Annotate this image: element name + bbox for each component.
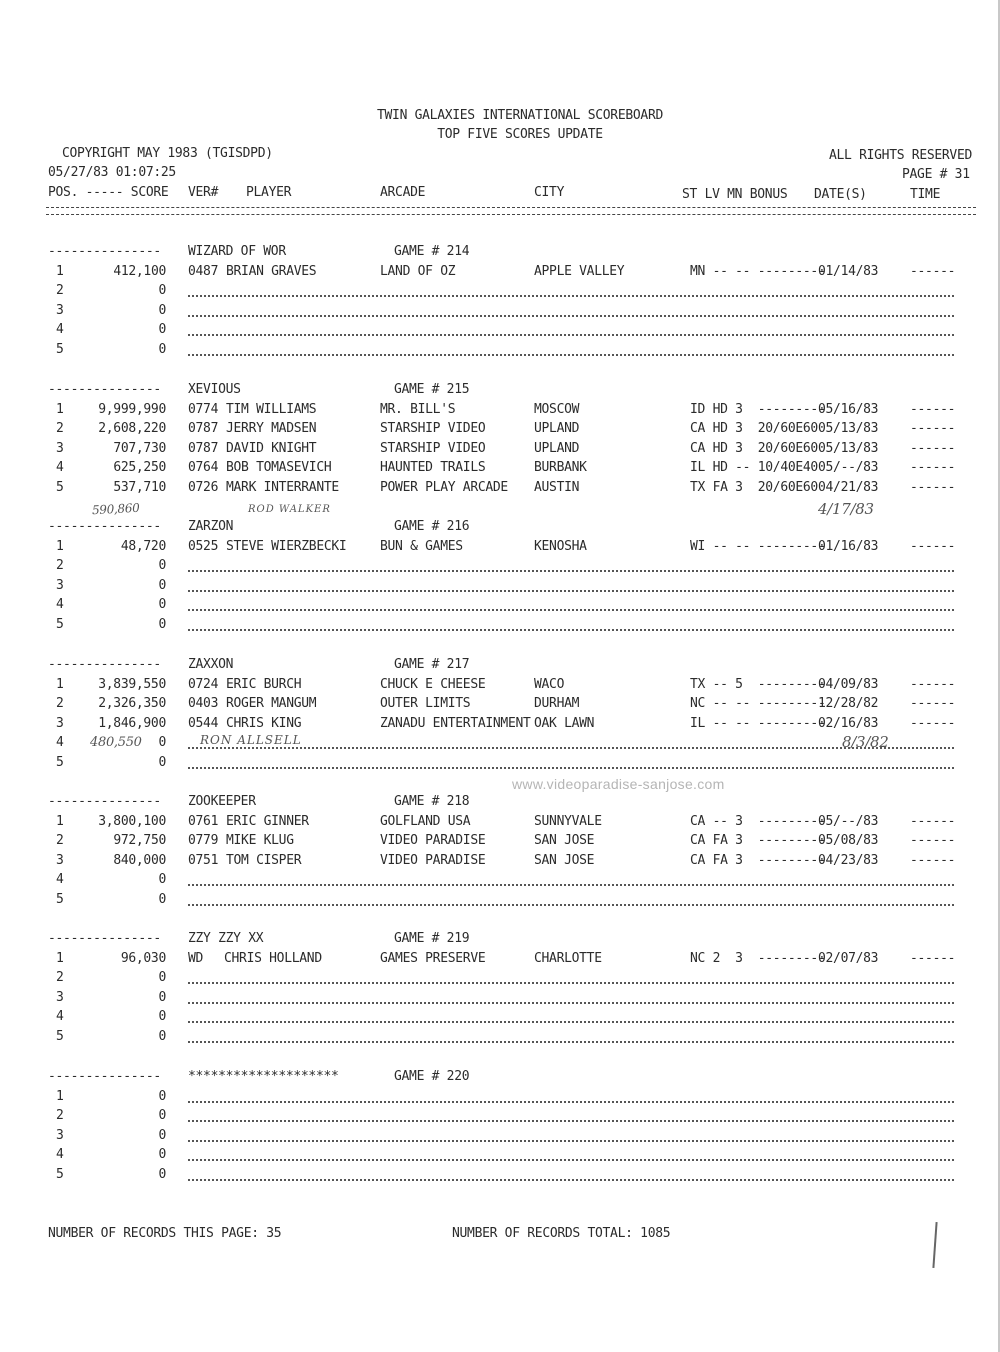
score-row [0,458,1000,478]
score-row [0,831,1000,851]
player-name: TOM CISPER [226,852,302,868]
game-name: XEVIOUS [188,382,241,397]
score-date: 04/23/83 [818,852,879,868]
score-date: 05/13/83 [818,421,879,437]
version-number: 0761 [188,813,219,829]
empty-entry-dots [188,767,954,769]
player-name: MARK INTERRANTE [226,480,339,495]
score-row [0,439,1000,459]
score-row [0,537,1000,557]
city-name: SAN JOSE [534,852,595,868]
time: ------ [910,480,956,495]
score: 0 [158,892,166,907]
city-name: APPLE VALLEY [534,263,625,279]
game-number: GAME # 217 [394,657,470,672]
game-number: GAME # 218 [394,794,470,809]
rank: 1 [56,538,64,554]
arcade-name: HAUNTED TRAILS [380,460,486,476]
player-name: ERIC GINNER [226,813,309,829]
game-number: GAME # 219 [394,931,470,946]
score: 0 [158,1127,166,1143]
score: 0 [158,558,166,574]
player-name: CHRIS KING [226,715,302,731]
player-name: BOB TOMASEVICH [226,460,332,476]
score-row [0,262,1000,282]
section-dashes: --------------- [48,244,161,259]
city-name: SAN JOSE [534,833,595,849]
game-number: GAME # 214 [394,244,470,259]
copyright-notice: COPYRIGHT MAY 1983 (TGISDPD) [62,146,273,161]
empty-entry-dots [188,609,954,611]
section-dashes: --------------- [48,794,161,809]
city-name: MOSCOW [534,401,580,417]
score: 0 [158,1009,166,1025]
rank: 2 [56,558,64,574]
score-row [0,675,1000,695]
score-date: 05/--/83 [818,813,879,829]
empty-entry-dots [188,1021,954,1023]
rank: 1 [56,676,64,692]
rank: 4 [56,1147,64,1163]
time: ------ [910,852,956,868]
score: 96,030 [120,950,166,966]
version-number: 0525 [188,538,219,554]
version-number: 0487 [188,263,219,279]
score-row [0,576,1000,596]
rank: 5 [56,480,64,495]
score: 0 [158,755,166,770]
handwritten-score-note: 590,860 [91,500,140,518]
empty-entry-dots [188,1159,954,1161]
empty-entry-dots [188,334,954,336]
version-number: 0764 [188,460,219,476]
game-name: ZZY ZZY XX [188,931,264,946]
arcade-name: CHUCK E CHEESE [380,676,486,692]
rank: 1 [56,1088,64,1104]
version-number: 0751 [188,852,219,868]
score: 0 [158,577,166,593]
game-header [0,380,1000,400]
city-name: BURBANK [534,460,587,476]
score-date: 01/14/83 [818,263,879,279]
score: 2,608,220 [98,421,166,437]
time: ------ [910,833,956,849]
rank: 3 [56,852,64,868]
score-row [0,812,1000,832]
empty-entry-dots [188,629,954,631]
score: 0 [158,283,166,299]
score: 0 [158,1167,166,1182]
section-dashes: --------------- [48,657,161,672]
rank: 5 [56,617,64,632]
game-name: ZAXXON [188,657,234,672]
rank: 5 [56,342,64,357]
column-header-date: DATE(S) [814,187,867,202]
stats: TX FA 3 20/60E60 [690,480,818,495]
score-row [0,968,1000,988]
score-row [0,1165,1000,1185]
rank: 3 [56,715,64,731]
game-name: ZOOKEEPER [188,794,256,809]
arcade-name: STARSHIP VIDEO [380,440,486,456]
section-dashes: --------------- [48,1069,161,1084]
arcade-name: LAND OF OZ [380,263,456,279]
score-date: 04/21/83 [818,480,879,495]
stats: IL -- -- --------- [690,715,826,731]
version-number: 0787 [188,440,219,456]
score: 3,839,550 [98,676,166,692]
city-name: AUSTIN [534,480,580,495]
score-row [0,694,1000,714]
city-name: CHARLOTTE [534,950,602,966]
empty-entry-dots [188,1179,954,1181]
city-name: UPLAND [534,421,580,437]
score: 972,750 [113,833,166,849]
score-row [0,301,1000,321]
rank: 4 [56,460,64,476]
score: 537,710 [113,480,166,495]
game-number: GAME # 220 [394,1069,470,1084]
score-date: 01/16/83 [818,538,879,554]
score-row [0,595,1000,615]
game-name: ******************** [188,1069,339,1084]
handwritten-score-note: 480,550 [90,735,142,750]
stats: CA -- 3 --------- [690,813,826,829]
score: 0 [158,735,166,751]
player-name: JERRY MADSEN [226,421,317,437]
score-date: 04/09/83 [818,676,879,692]
empty-entry-dots [188,315,954,317]
city-name: OAK LAWN [534,715,595,731]
time: ------ [910,440,956,456]
score-row [0,949,1000,969]
score-row [0,890,1000,910]
score: 48,720 [120,538,166,554]
empty-entry-dots [188,590,954,592]
rank: 4 [56,872,64,888]
score: 0 [158,617,166,632]
empty-entry-dots [188,570,954,572]
stats: NC -- -- --------- [690,696,826,712]
score: 3,800,100 [98,813,166,829]
time: ------ [910,421,956,437]
stats: ID HD 3 --------- [690,401,826,417]
records-this-page: NUMBER OF RECORDS THIS PAGE: 35 [48,1226,282,1241]
score-date: 05/13/83 [818,440,879,456]
column-header-time: TIME [910,187,941,202]
rank: 1 [56,813,64,829]
rank: 5 [56,892,64,907]
score-row [0,340,1000,360]
empty-entry-dots [188,1002,954,1004]
rank: 4 [56,735,64,751]
column-header-ver: VER# [188,185,219,200]
score-date: 05/08/83 [818,833,879,849]
rank: 1 [56,263,64,279]
player-name: CHRIS HOLLAND [224,950,322,966]
game-number: GAME # 216 [394,519,470,534]
time: ------ [910,950,956,966]
player-name: STEVE WIERZBECKI [226,538,347,554]
empty-entry-dots [188,1041,954,1043]
time: ------ [910,460,956,476]
empty-entry-dots [188,354,954,356]
city-name: SUNNYVALE [534,813,602,829]
stats: CA FA 3 --------- [690,852,826,868]
score-row [0,714,1000,734]
game-header [0,655,1000,675]
empty-entry-dots [188,1120,954,1122]
score-row [0,1087,1000,1107]
game-name: ZARZON [188,519,234,534]
version-number: 0726 [188,480,219,495]
rank: 2 [56,283,64,299]
arcade-name: OUTER LIMITS [380,696,471,712]
arcade-name: STARSHIP VIDEO [380,421,486,437]
rank: 4 [56,597,64,613]
handwritten-date-note: 4/17/83 [818,500,874,518]
empty-entry-dots [188,982,954,984]
section-dashes: --------------- [48,519,161,534]
score-row [0,478,1000,498]
game-header [0,1067,1000,1087]
version-number: 0403 [188,696,219,712]
records-total: NUMBER OF RECORDS TOTAL: 1085 [452,1226,671,1241]
column-header-arcade: ARCADE [380,185,426,200]
score-date: 02/16/83 [818,715,879,731]
score-row [0,419,1000,439]
time: ------ [910,813,956,829]
time: ------ [910,696,956,712]
score: 625,250 [113,460,166,476]
stats: CA FA 3 --------- [690,833,826,849]
handwritten-date-note: 8/3/82 [842,733,889,751]
stats: WI -- -- --------- [690,538,826,554]
score-date: 05/16/83 [818,401,879,417]
rank: 3 [56,302,64,318]
score-row [0,615,1000,635]
empty-entry-dots [188,295,954,297]
stats: MN -- -- --------- [690,263,826,279]
time: ------ [910,676,956,692]
score-row [0,753,1000,773]
player-name: ROGER MANGUM [226,696,317,712]
score-date: 05/--/83 [818,460,879,476]
rank: 2 [56,421,64,437]
score-row [0,400,1000,420]
rights-notice: ALL RIGHTS RESERVED [829,148,973,163]
city-name: WACO [534,676,565,692]
game-name: WIZARD OF WOR [188,244,286,259]
version-number: 0544 [188,715,219,731]
column-header-player: PLAYER [246,185,292,200]
score: 840,000 [113,852,166,868]
version-number: 0724 [188,676,219,692]
time: ------ [910,263,956,279]
rank: 1 [56,401,64,417]
score: 0 [158,322,166,338]
score: 0 [158,970,166,986]
score: 0 [158,989,166,1005]
rank: 1 [56,950,64,966]
arcade-name: GAMES PRESERVE [380,950,486,966]
empty-entry-dots [188,884,954,886]
arcade-name: POWER PLAY ARCADE [380,480,508,495]
score-row [0,1027,1000,1047]
rank: 5 [56,755,64,770]
score: 412,100 [113,263,166,279]
score: 2,326,350 [98,696,166,712]
column-header-stats: ST LV MN BONUS [682,187,788,202]
rank: 5 [56,1167,64,1182]
stats: IL HD -- 10/40E40 [690,460,818,476]
score-date: 12/28/82 [818,696,879,712]
header-divider [46,207,976,215]
time: ------ [910,401,956,417]
empty-entry-dots [188,747,954,749]
arcade-name: ZANADU ENTERTAINMENT [380,715,531,731]
rank: 2 [56,833,64,849]
arcade-name: VIDEO PARADISE [380,833,486,849]
score: 0 [158,1088,166,1104]
game-header [0,517,1000,537]
handwritten-player-note: RON ALLSELL [200,733,302,747]
score: 0 [158,1108,166,1124]
city-name: DURHAM [534,696,580,712]
version-number: WD [188,950,204,966]
player-name: TIM WILLIAMS [226,401,317,417]
game-number: GAME # 215 [394,382,470,397]
document-subtitle: TOP FIVE SCORES UPDATE [437,127,603,142]
score: 0 [158,302,166,318]
empty-entry-dots [188,1140,954,1142]
score-row [0,320,1000,340]
column-header-pos-score: POS. ----- SCORE [48,185,169,200]
player-name: ERIC BURCH [226,676,302,692]
version-number: 0779 [188,833,219,849]
handwritten-player-note: ROD WALKER [248,504,331,515]
website-watermark: www.videoparadise-sanjose.com [512,776,725,792]
score-row [0,281,1000,301]
score: 0 [158,342,166,357]
score: 0 [158,1147,166,1163]
game-header [0,792,1000,812]
rank: 5 [56,1029,64,1044]
rank: 2 [56,1108,64,1124]
city-name: UPLAND [534,440,580,456]
column-header-city: CITY [534,185,565,200]
section-dashes: --------------- [48,931,161,946]
rank: 3 [56,440,64,456]
rank: 2 [56,696,64,712]
rank: 4 [56,322,64,338]
score-date: 02/07/83 [818,950,879,966]
timestamp: 05/27/83 01:07:25 [48,165,176,180]
rank: 2 [56,970,64,986]
score: 707,730 [113,440,166,456]
score: 0 [158,872,166,888]
page-number: PAGE # 31 [902,167,970,182]
rank: 3 [56,1127,64,1143]
score-row [0,870,1000,890]
city-name: KENOSHA [534,538,587,554]
game-header [0,929,1000,949]
player-name: BRIAN GRAVES [226,263,317,279]
rank: 4 [56,1009,64,1025]
stats: TX -- 5 --------- [690,676,826,692]
player-name: DAVID KNIGHT [226,440,317,456]
arcade-name: VIDEO PARADISE [380,852,486,868]
version-number: 0774 [188,401,219,417]
score: 1,846,900 [98,715,166,731]
score-row [0,851,1000,871]
score-row [0,1145,1000,1165]
score-row [0,1007,1000,1027]
game-header [0,242,1000,262]
time: ------ [910,715,956,731]
stats: CA HD 3 20/60E60 [690,440,818,456]
score: 0 [158,597,166,613]
time: ------ [910,538,956,554]
document-title: TWIN GALAXIES INTERNATIONAL SCOREBOARD [376,108,663,123]
arcade-name: MR. BILL'S [380,401,456,417]
empty-entry-dots [188,904,954,906]
score: 0 [158,1029,166,1044]
stats: CA HD 3 20/60E60 [690,421,818,437]
pen-mark [932,1222,937,1268]
stats: NC 2 3 --------- [690,950,826,966]
score-row [0,1106,1000,1126]
score-row [0,1126,1000,1146]
rank: 3 [56,577,64,593]
player-name: MIKE KLUG [226,833,294,849]
section-dashes: --------------- [48,382,161,397]
empty-entry-dots [188,1101,954,1103]
rank: 3 [56,989,64,1005]
version-number: 0787 [188,421,219,437]
arcade-name: GOLFLAND USA [380,813,471,829]
score-row [0,988,1000,1008]
score-row [0,556,1000,576]
score: 9,999,990 [98,401,166,417]
arcade-name: BUN & GAMES [380,538,463,554]
